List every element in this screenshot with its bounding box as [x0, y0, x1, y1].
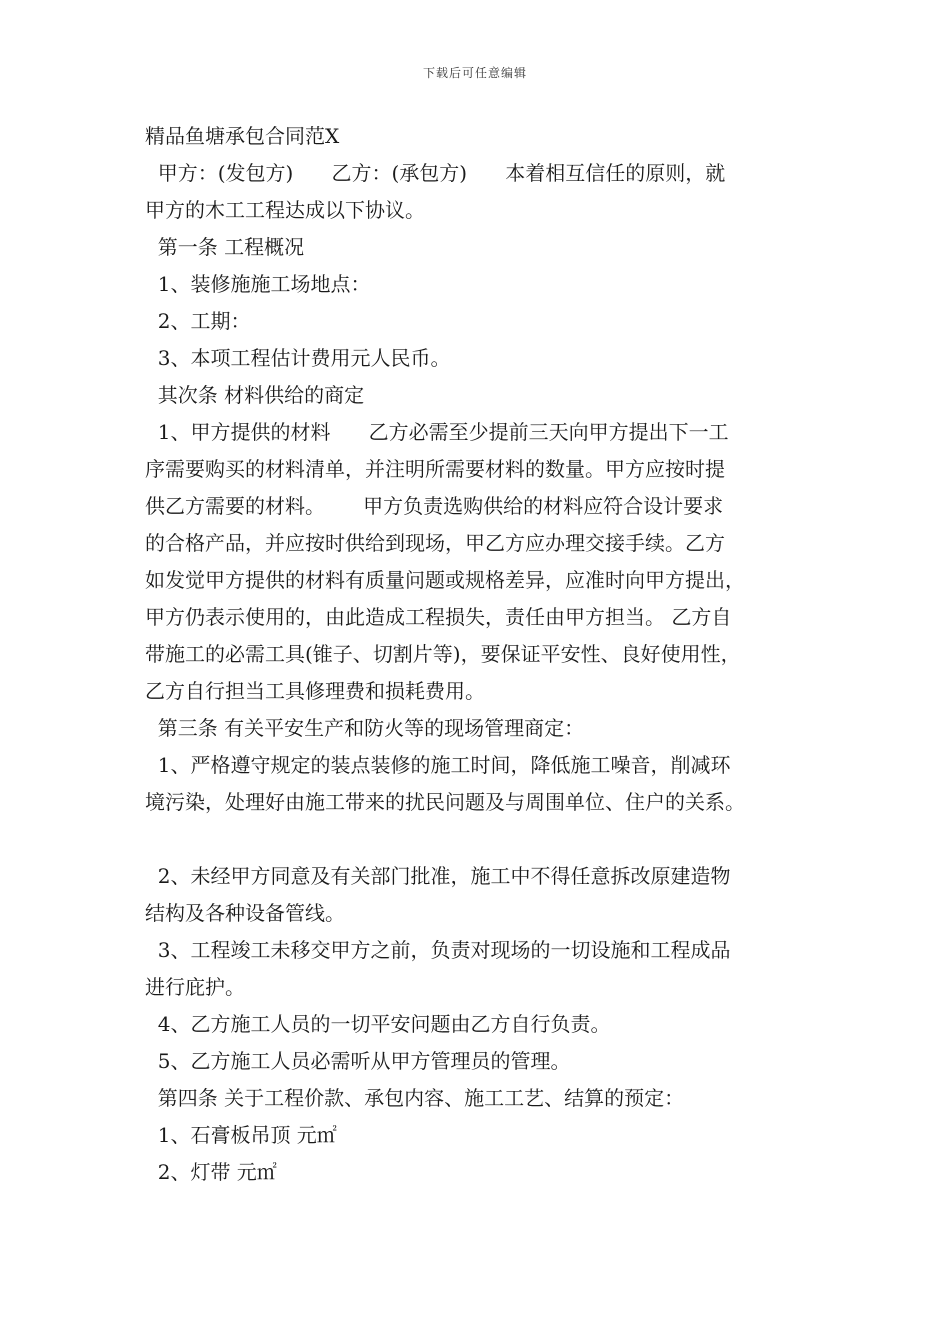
- paragraph-line: 乙方自行担当工具修理费和损耗费用。: [145, 679, 485, 703]
- paragraph-line: 序需要购买的材料清单，并注明所需要材料的数量。甲方应按时提: [145, 457, 725, 481]
- section-heading: 其次条 材料供给的商定: [145, 383, 365, 407]
- paragraph-line: 带施工的必需工具(锥子、切割片等)，要保证平安性、良好使用性，: [145, 642, 741, 666]
- list-item: 2、灯带 元㎡: [145, 1160, 277, 1184]
- list-item: 5、乙方施工人员必需听从甲方管理员的管理。: [145, 1049, 571, 1073]
- section-heading: 第四条 关于工程价款、承包内容、施工工艺、结算的预定：: [145, 1086, 685, 1110]
- document-title: 精品鱼塘承包合同范X: [145, 124, 340, 148]
- paragraph-line: 如发觉甲方提供的材料有质量问题或规格差异，应准时向甲方提出，: [145, 568, 745, 592]
- paragraph-line: 甲方仍表示使用的，由此造成工程损失，责任由甲方担当。 乙方自: [145, 605, 732, 629]
- paragraph-line: 3、工程竣工未移交甲方之前，负责对现场的一切设施和工程成品: [145, 938, 731, 962]
- blank-line: [145, 821, 810, 858]
- list-item: 2、工期：: [145, 309, 251, 333]
- paragraph-line: 甲方的木工工程达成以下协议。: [145, 198, 425, 222]
- paragraph-line: 甲方：(发包方) 乙方：(承包方) 本着相互信任的原则，就: [145, 161, 726, 185]
- paragraph-line: 供乙方需要的材料。 甲方负责选购供给的材料应符合设计要求: [145, 494, 724, 518]
- paragraph-line: 境污染，处理好由施工带来的扰民问题及与周围单位、住户的关系。: [145, 790, 745, 814]
- document-body: [145, 118, 810, 1191]
- paragraph-line: 结构及各种设备管线。: [145, 901, 345, 925]
- paragraph-line: 进行庇护。: [145, 975, 245, 999]
- list-item: 1、装修施施工场地点：: [145, 272, 371, 296]
- list-item: 4、乙方施工人员的一切平安问题由乙方自行负责。: [145, 1012, 611, 1036]
- paragraph-line: 2、未经甲方同意及有关部门批准，施工中不得任意拆改原建造物: [145, 864, 731, 888]
- paragraph-line: 1、甲方提供的材料 乙方必需至少提前三天向甲方提出下一工: [145, 420, 729, 444]
- paragraph-line: 1、严格遵守规定的装点装修的施工时间，降低施工噪音，削减环: [145, 753, 731, 777]
- list-item: 3、本项工程估计费用元人民币。: [145, 346, 451, 370]
- section-heading: 第三条 有关平安生产和防火等的现场管理商定：: [145, 716, 585, 740]
- section-heading: 第一条 工程概况: [145, 235, 305, 259]
- paragraph-line: 的合格产品，并应按时供给到现场，甲乙方应办理交接手续。乙方: [145, 531, 725, 555]
- page-header-note: 下载后可任意编辑: [422, 66, 527, 80]
- list-item: 1、石膏板吊顶 元㎡: [145, 1123, 337, 1147]
